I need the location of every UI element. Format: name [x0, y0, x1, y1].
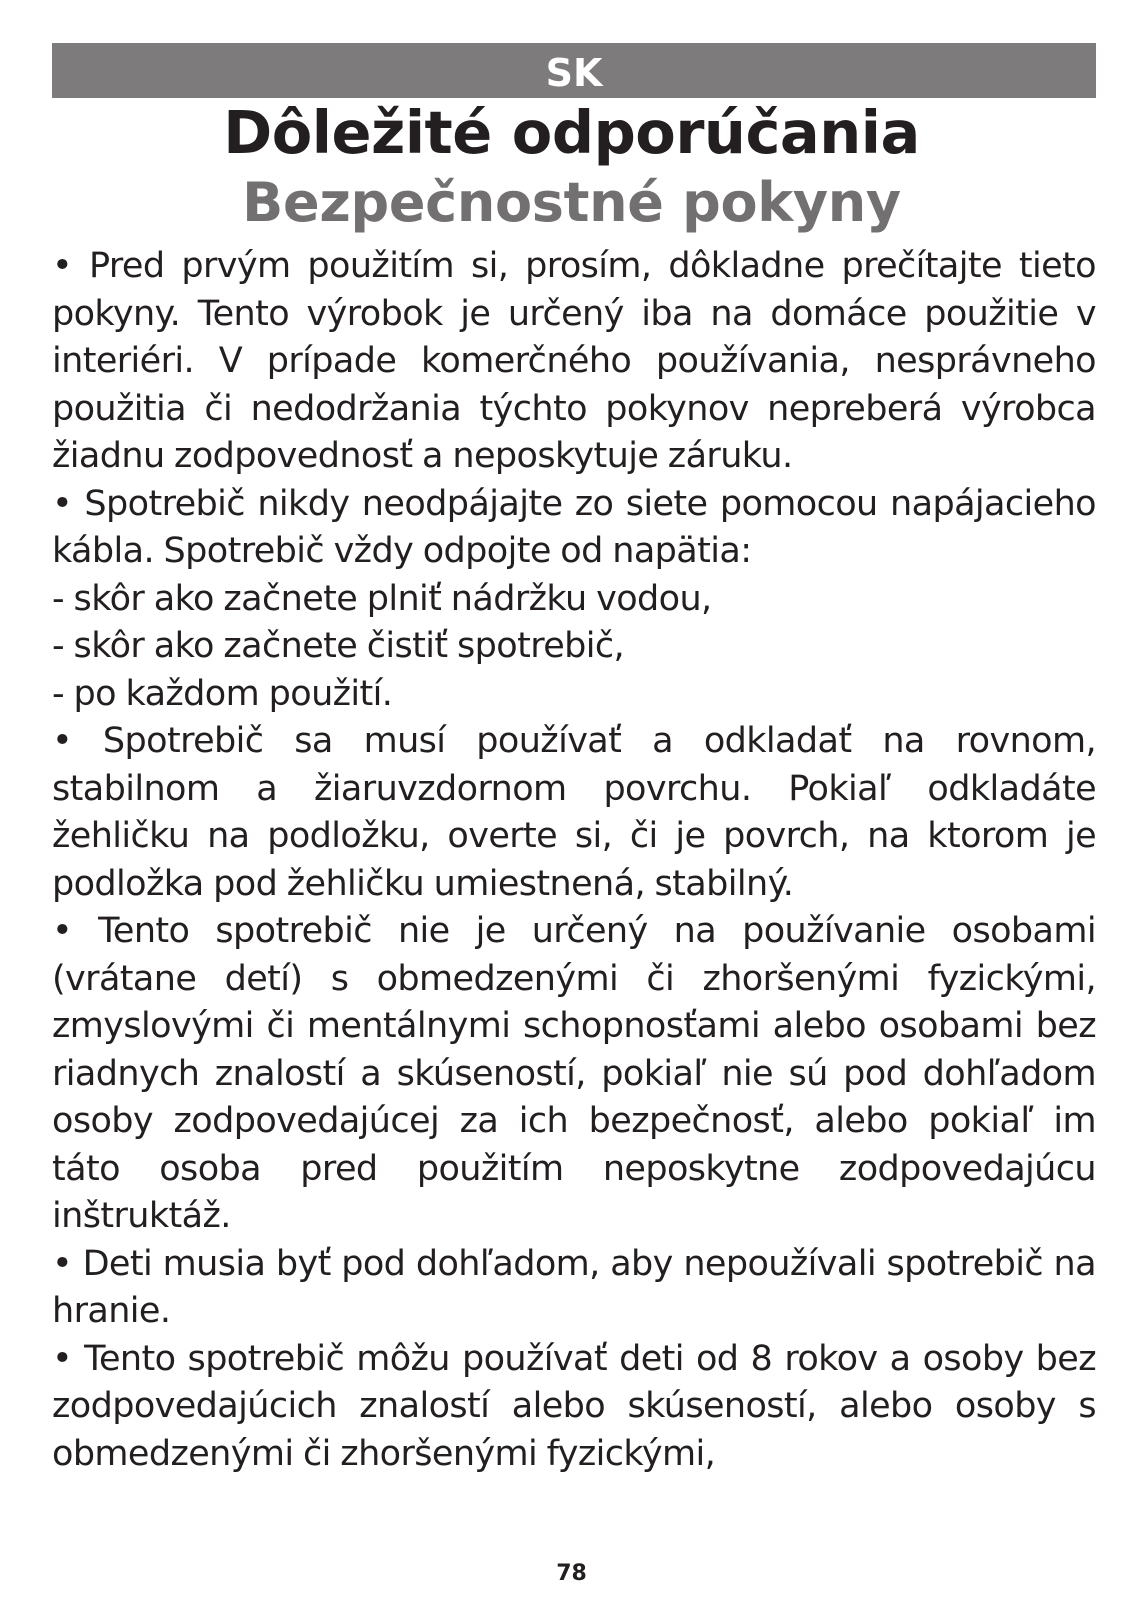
- page-subtitle: Bezpečnostné pokyny: [242, 171, 901, 234]
- list-item: - skôr ako začnete plniť nádržku vodou,: [52, 578, 712, 619]
- language-code-banner: SK: [52, 43, 1096, 98]
- instruction-paragraph: • Tento spotrebič môžu používať deti od 8 rokov a osoby bez zodpovedajúcich znalostí alebo skúseností, alebo osoby s obmedzenými či zhoršenými fyzickými,: [52, 1338, 1096, 1474]
- page-title: Dôležité odporúčania: [223, 98, 920, 167]
- list-item: - skôr ako začnete čistiť spotrebič,: [52, 626, 625, 666]
- page-number: 78: [556, 1561, 587, 1586]
- instruction-paragraph: • Tento spotrebič nie je určený na používanie osobami (vrátane detí) s obmedzenými či zhoršenými fyzickými, zmyslovými či mentálnymi schopnosťami alebo osobami bez riadnych znalostí a skúseností, pokiaľ nie sú pod dohľadom osoby zodpovedajúcej za ich bezpečnosť, alebo pokiaľ im táto osoba pred použitím neposkytne zodpovedajúcu inštruktáž.: [52, 911, 1096, 1236]
- instruction-paragraph: • Pred prvým použitím si, prosím, dôkladne prečítajte tieto pokyny. Tento výrobok je určený iba na domáce použitie v interiéri. V prípade komerčného používania, nesprávneho použitia či nedodržania týchto pokynov nepreberá výrobca žiadnu zodpovednosť a neposkytuje záruku.: [52, 246, 1096, 476]
- instruction-paragraph: • Spotrebič sa musí používať a odkladať na rovnom, stabilnom a žiaruvzdornom povrchu. Pokiaľ odkladáte žehličku na podložku, overte si, či je povrch, na ktorom je podložka pod žehličku umiestnená, stabilný.: [52, 721, 1096, 904]
- safety-instructions-body: [52, 243, 1096, 1478]
- list-item: - po každom použití.: [52, 673, 393, 714]
- instruction-paragraph: • Spotrebič nikdy neodpájajte zo siete pomocou napájacieho kábla. Spotrebič vždy odpojte od napätia:: [52, 483, 1096, 571]
- instruction-paragraph: • Deti musia byť pod dohľadom, aby nepoužívali spotrebič na hranie.: [52, 1243, 1096, 1331]
